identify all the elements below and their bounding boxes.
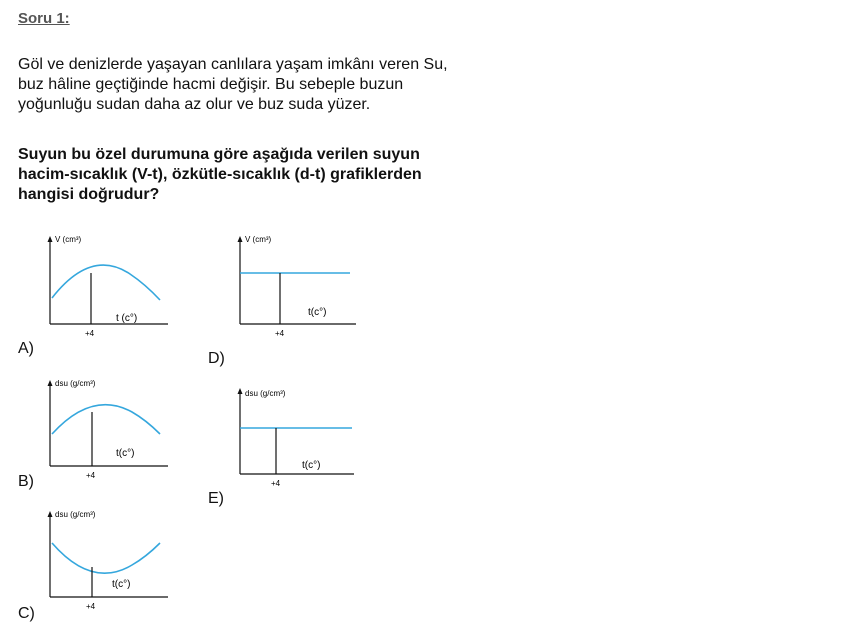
y-axis-label: dsu (g/cm³) xyxy=(55,510,96,519)
y-axis-arrow xyxy=(48,380,53,386)
x-axis-label: t (c°) xyxy=(116,313,138,324)
y-axis-label: dsu (g/cm³) xyxy=(55,379,96,388)
question-paragraph xyxy=(18,55,578,115)
y-axis-label: V (cm³) xyxy=(245,235,272,244)
graph-option-e xyxy=(226,380,366,492)
tick-label: +4 xyxy=(275,329,285,338)
paragraph-line: buz hâline geçtiğinde hacmi değişir. Bu sebeple buzun xyxy=(18,76,404,93)
y-axis-arrow xyxy=(48,511,53,517)
x-axis-label: t(c°) xyxy=(116,448,135,459)
x-axis-label: t(c°) xyxy=(112,579,131,590)
graph-option-c xyxy=(40,503,180,615)
tick-label: +4 xyxy=(271,479,281,488)
x-axis-label: t(c°) xyxy=(302,460,321,471)
y-axis-label: dsu (g/cm³) xyxy=(245,389,286,398)
graph-option-b xyxy=(40,372,180,484)
y-axis-label: V (cm³) xyxy=(55,235,82,244)
option-e-label[interactable]: E) xyxy=(208,490,224,507)
question-number: Soru 1: xyxy=(18,10,70,27)
paragraph-line: Göl ve denizlerde yaşayan canlılara yaşam imkânı veren Su, xyxy=(18,56,448,73)
prompt-line: Suyun bu özel durumuna göre aşağıda verilen suyun xyxy=(18,146,420,163)
graph-option-a xyxy=(40,228,180,343)
curve-peak xyxy=(52,265,160,300)
y-axis-arrow xyxy=(48,236,53,242)
paragraph-line: yoğunluğu sudan daha az olur ve buz suda yüzer. xyxy=(18,96,371,113)
question-prompt xyxy=(18,145,578,205)
prompt-line: hangisi doğrudur? xyxy=(18,186,160,203)
x-axis-label: t(c°) xyxy=(308,307,327,318)
option-c-label[interactable]: C) xyxy=(18,605,35,622)
option-b-label[interactable]: B) xyxy=(18,473,34,490)
tick-label: +4 xyxy=(85,329,95,338)
graph-option-d xyxy=(228,228,368,343)
y-axis-arrow xyxy=(238,236,243,242)
option-a-label[interactable]: A) xyxy=(18,340,34,357)
prompt-line: hacim-sıcaklık (V-t), özkütle-sıcaklık (d-t) grafiklerden xyxy=(18,166,422,183)
tick-label: +4 xyxy=(86,602,96,611)
option-d-label[interactable]: D) xyxy=(208,350,225,367)
tick-label: +4 xyxy=(86,471,96,480)
curve-peak xyxy=(52,405,160,434)
y-axis-arrow xyxy=(238,388,243,394)
curve-valley xyxy=(52,543,160,573)
